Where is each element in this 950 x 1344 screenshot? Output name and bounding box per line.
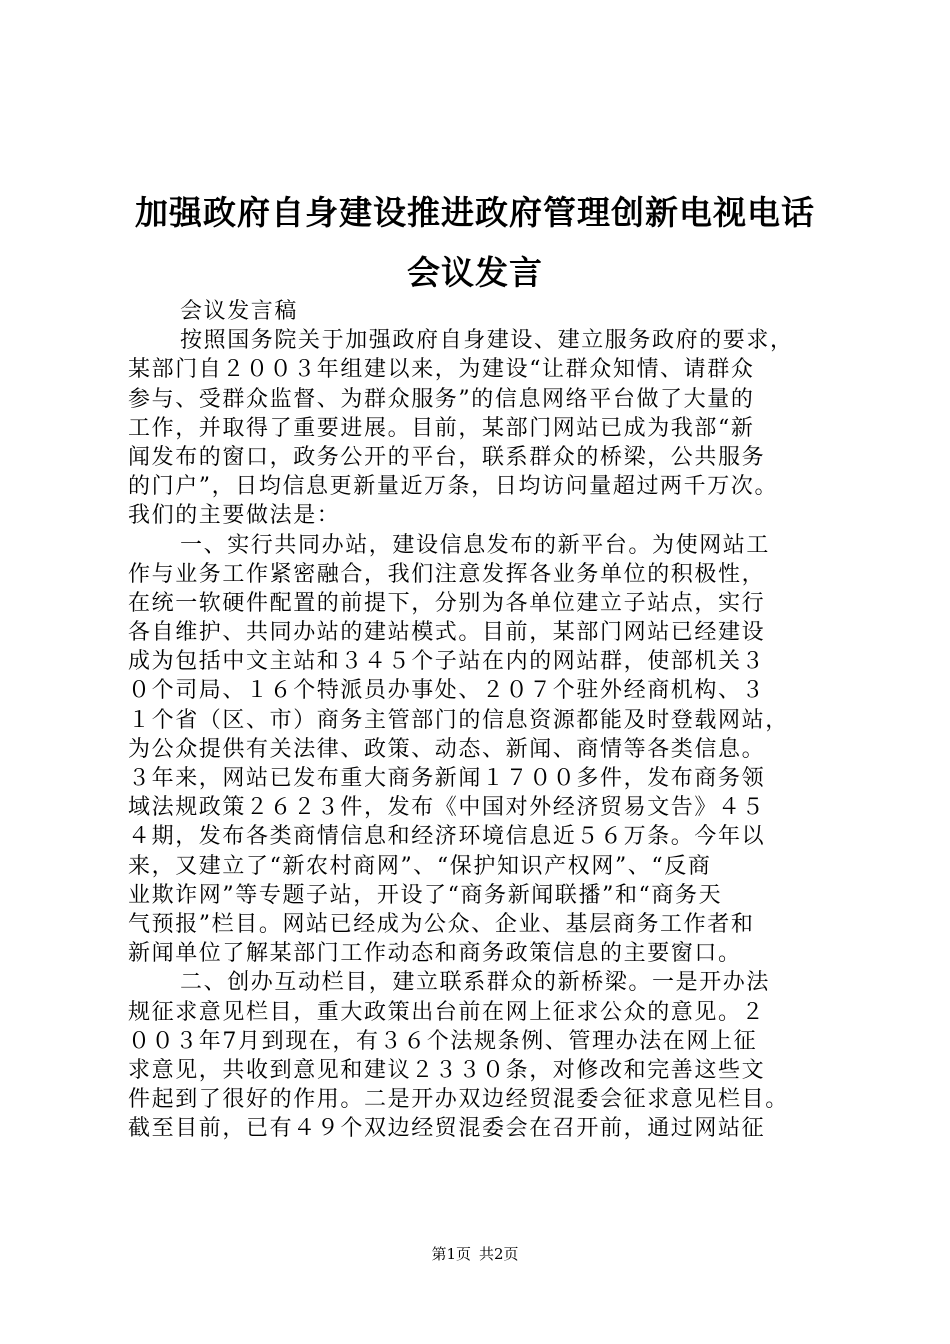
body-line: １个省（区、市）商务主管部门的信息资源都能及时登载网站， [128, 707, 789, 733]
body-line: ００３年7月到现在，有３６个法规条例、管理办法在网上征 [128, 1028, 758, 1054]
body-line: 件起到了很好的作用。二是开办双边经贸混委会征求意见栏目。 [128, 1087, 789, 1113]
body-line: 闻发布的窗口，政务公开的平台，联系群众的桥梁，公共服务 [128, 444, 766, 470]
body-line: 在统一软硬件配置的前提下，分别为各单位建立子站点，实行 [128, 590, 766, 616]
body-line: 二、创办互动栏目，建立联系群众的新桥梁。一是开办法 [180, 970, 771, 996]
body-line: 截至目前，已有４９个双边经贸混委会在召开前，通过网站征 [128, 1116, 766, 1142]
body-line: ０个司局、１６个特派员办事处、２０７个驻外经商机构、３ [128, 678, 766, 704]
body-line: 一、实行共同办站，建设信息发布的新平台。为使网站工 [180, 532, 771, 558]
body-line: 工作，并取得了重要进展。目前，某部门网站已成为我部“新 [128, 415, 755, 441]
body-line: 为公众提供有关法律、政策、动态、新闻、商情等各类信息。 [128, 736, 766, 762]
body-line: 作与业务工作紧密融合，我们注意发挥各业务单位的积极性， [128, 561, 766, 587]
body-line: 参与、受群众监督、为群众服务”的信息网络平台做了大量的 [128, 386, 755, 412]
page-number-current: 第1页 [431, 1245, 471, 1263]
body-line: 各自维护、共同办站的建站模式。目前，某部门网站已经建设 [128, 620, 766, 646]
body-line: 成为包括中文主站和３４５个子站在内的网站群，使部机关３ [128, 649, 766, 675]
body-line: 我们的主要做法是： [128, 503, 341, 529]
body-line: 按照国务院关于加强政府自身建设、建立服务政府的要求， [180, 328, 794, 354]
title-line-1: 加强政府自身建设推进政府管理创新电视电话 [135, 193, 815, 232]
page-footer [0, 1244, 950, 1264]
title-line-2: 会议发言 [407, 253, 543, 292]
body-line: 求意见，共收到意见和建议２３３０条，对修改和完善这些文 [128, 1057, 766, 1083]
page-number-total: 共2页 [479, 1245, 519, 1263]
document-body [128, 297, 833, 1143]
body-line: 域法规政策２６２３件，发布《中国对外经济贸易文告》４５ [128, 795, 766, 821]
body-line: 规征求意见栏目，重大政策出台前在网上征求公众的意见。２ [128, 999, 766, 1025]
body-line: ３年来，网站已发布重大商务新闻１７００多件，发布商务领 [128, 766, 766, 791]
body-line: 来，又建立了“新农村商网”、“保护知识产权网”、“反商 [128, 853, 712, 879]
body-line: 气预报”栏目。网站已经成为公众、企业、基层商务工作者和 [128, 911, 755, 937]
body-line: 会议发言稿 [180, 299, 299, 324]
document-title [120, 183, 830, 303]
body-line: 某部门自２００３年组建以来，为建设“让群众知情、请群众 [128, 357, 755, 383]
body-line: 业欺诈网”等专题子站，开设了“商务新闻联播”和“商务天 [128, 882, 723, 908]
body-line: ４期，发布各类商情信息和经济环境信息近５６万条。今年以 [128, 824, 766, 850]
body-line: 的门户”，日均信息更新量近万条，日均访问量超过两千万次。 [128, 474, 779, 500]
body-line: 新闻单位了解某部门工作动态和商务政策信息的主要窗口。 [128, 941, 742, 967]
